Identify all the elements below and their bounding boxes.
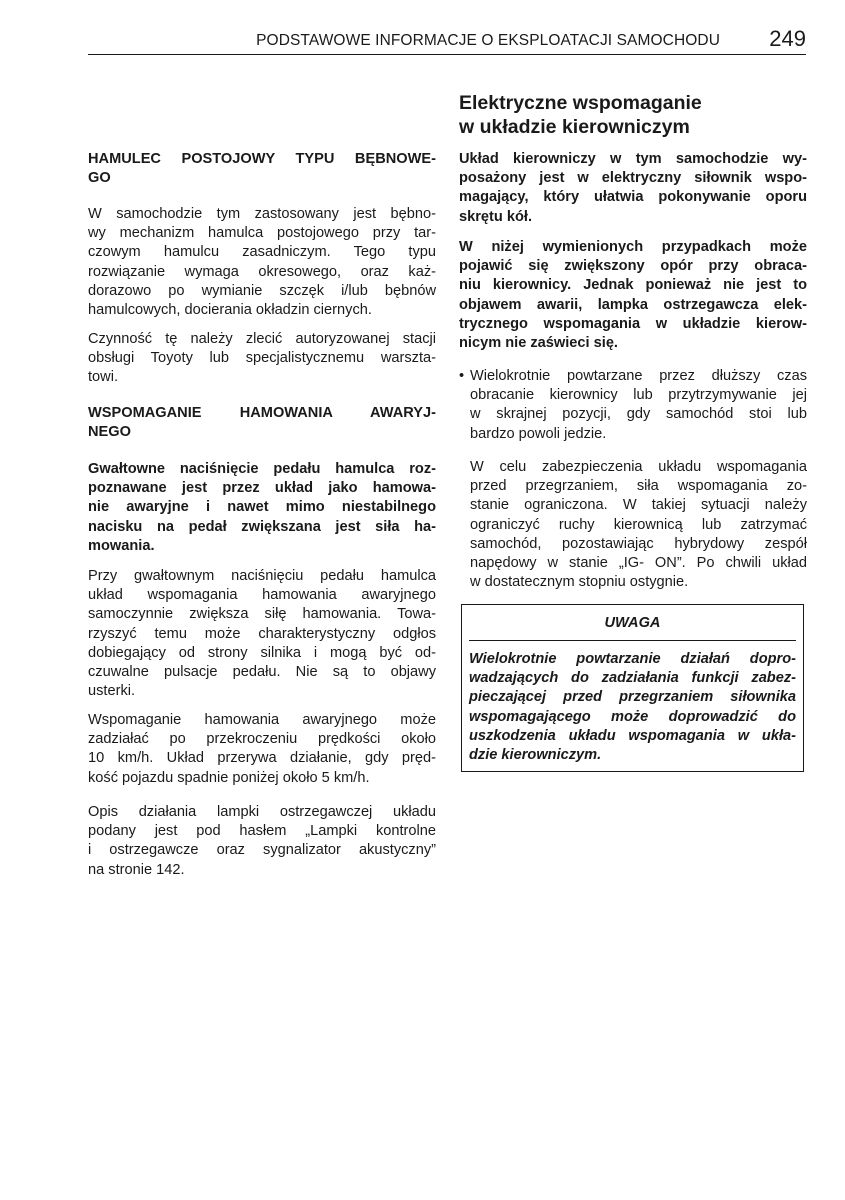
text-line: rozwiązanie wymaga okresowego, oraz każ- xyxy=(88,263,436,280)
text-line: Przy gwałtownym naciśnięciu pedału hamulca xyxy=(88,568,436,584)
text-line: ograniczyć ruchy kierownicą lub zatrzymać xyxy=(470,516,807,533)
bullet-icon: • xyxy=(459,368,465,384)
caution-text xyxy=(469,650,796,765)
text-line: dorazowo po wymianie szczęk i/lub bębnów xyxy=(88,282,436,299)
text-line: kość pojazdu spadnie poniżej około 5 km/h. xyxy=(88,769,370,786)
text-line: dobiegający od strony silnika i mogą być od- xyxy=(88,644,436,661)
text-line: i ostrzegawcze oraz sygnalizator akustyczny” xyxy=(88,842,436,859)
eps-section-title xyxy=(459,91,702,139)
text-line: samoczynnie zwiększa siłę hamowania. Towa- xyxy=(88,606,436,623)
header-title: PODSTAWOWE INFORMACJE O EKSPLOATACJI SAMOCHODU xyxy=(256,32,720,49)
text-line: pojawić się zwiększony opór przy obraca- xyxy=(459,258,807,275)
eps-bullet-continuation xyxy=(470,458,807,592)
text-line: Wspomaganie hamowania awaryjnego może xyxy=(88,712,436,728)
eps-bold-paragraph-1 xyxy=(459,150,807,227)
text-line: Wielokrotnie powtarzane przez dłuższy czas xyxy=(470,368,807,384)
text-line: dzie kierowniczym. xyxy=(469,747,602,764)
text-line: trycznego wspomagania w układzie kierow- xyxy=(459,315,807,332)
text-line: niu kierownicy. Jednak ponieważ nie jest to xyxy=(459,277,807,294)
bullet-text xyxy=(470,367,807,444)
text-line: nacisku na pedał zwiększana jest siła ha- xyxy=(88,518,436,535)
text-line: hamulcowych, docierania okładzin ciernych. xyxy=(88,302,372,319)
page-number: 249 xyxy=(769,26,806,51)
text-line: wadzających do zadziałania funkcji zabez- xyxy=(469,670,796,687)
eps-bold-paragraph-2 xyxy=(459,238,807,353)
text-line: Wielokrotnie powtarzanie działań dopro- xyxy=(469,651,796,667)
title-line: Elektryczne wspomaganie xyxy=(459,92,702,114)
text-line: posażony jest w elektryczny siłownik wspo- xyxy=(459,170,807,187)
text-line: czowym hamulcu zasadniczym. Tego typu xyxy=(88,244,436,261)
text-line: rzyszyć temu może charakterystyczny odgłos xyxy=(88,625,436,642)
heading-line: WSPOMAGANIE HAMOWANIA AWARYJ- xyxy=(88,405,436,421)
text-line: wy mechanizm hamulca postojowego przy tar- xyxy=(88,225,436,242)
text-line: układ wspomagania hamowania awaryjnego xyxy=(88,587,436,604)
text-line: nicym nie zaświeci się. xyxy=(459,335,618,352)
heading-line: HAMULEC POSTOJOWY TYPU BĘBNOWE- xyxy=(88,151,436,167)
text-line: w dostatecznym stopniu ostygnie. xyxy=(470,574,689,591)
text-line: Opis działania lampki ostrzegawczej układu xyxy=(88,804,436,820)
text-line: pieczającej przed przegrzaniem siłownika xyxy=(469,689,796,706)
text-line: mowania. xyxy=(88,537,155,554)
text-line: przed przegrzaniem, siła wspomagania zo- xyxy=(470,478,807,495)
text-line: na stronie 142. xyxy=(88,861,185,878)
text-line: objawem awarii, lampka ostrzegawcza elek- xyxy=(459,296,807,313)
caution-divider xyxy=(469,640,796,641)
text-line: usterki. xyxy=(88,683,136,700)
text-line: zadziałać po przekroczeniu prędkości około xyxy=(88,731,436,748)
text-line: W samochodzie tym zastosowany jest bębno- xyxy=(88,206,436,222)
page-header xyxy=(88,26,806,55)
brake-assist-bold-paragraph xyxy=(88,460,436,556)
title-line: w układzie kierowniczym xyxy=(459,116,690,138)
text-line: W celu zabezpieczenia układu wspomagania xyxy=(470,459,807,475)
text-line: Gwałtowne naciśnięcie pedału hamulca roz- xyxy=(88,461,436,477)
text-line: napędowy w stanie „IG- ON”. Po chwili układ xyxy=(470,555,807,572)
text-line: podany jest pod hasłem „Lampki kontrolne xyxy=(88,823,436,840)
parking-brake-paragraph-1 xyxy=(88,205,436,320)
text-line: w skrajnej pozycji, gdy samochód stoi lub xyxy=(470,406,807,423)
text-line: uszkodzenia układu wspomagania w ukła- xyxy=(469,727,796,744)
parking-brake-paragraph-2 xyxy=(88,330,436,388)
text-line: obracanie kierownicy lub przytrzymywanie jej xyxy=(470,387,807,404)
parking-brake-heading xyxy=(88,150,436,188)
text-line: nie awaryjne i nawet mimo niestabilnego xyxy=(88,499,436,516)
text-line: magający, który ułatwia pokonywanie oporu xyxy=(459,189,807,206)
heading-line: GO xyxy=(88,170,111,187)
brake-assist-heading xyxy=(88,404,436,442)
text-line: samochód, pozostawiając hybrydowy zespół xyxy=(470,535,807,552)
brake-assist-paragraph-2 xyxy=(88,711,436,788)
text-line: bardzo powoli jedzie. xyxy=(470,425,607,442)
caution-box xyxy=(461,604,804,772)
brake-assist-paragraph-3 xyxy=(88,803,436,880)
text-line: czuwalne pulsacje pedału. Nie są to objawy xyxy=(88,664,436,681)
text-line: skrętu kół. xyxy=(459,208,532,225)
heading-line: NEGO xyxy=(88,424,131,441)
text-line: wspomagającego może doprowadzić do xyxy=(469,708,796,725)
text-line: Czynność tę należy zlecić autoryzowanej stacji xyxy=(88,331,436,347)
text-line: Układ kierowniczy w tym samochodzie wy- xyxy=(459,151,807,167)
text-line: towi. xyxy=(88,369,119,386)
caution-title: UWAGA xyxy=(604,615,661,631)
text-line: poznawane jest przez układ jako hamowa- xyxy=(88,480,436,497)
text-line: obsługi Toyoty lub specjalistycznemu warszta- xyxy=(88,350,436,367)
text-line: W niżej wymienionych przypadkach może xyxy=(459,239,807,255)
text-line: stanie ograniczona. W takiej sytuacji należy xyxy=(470,497,807,514)
text-line: 10 km/h. Układ przerywa działanie, gdy pręd- xyxy=(88,750,436,767)
brake-assist-paragraph-1 xyxy=(88,567,436,701)
